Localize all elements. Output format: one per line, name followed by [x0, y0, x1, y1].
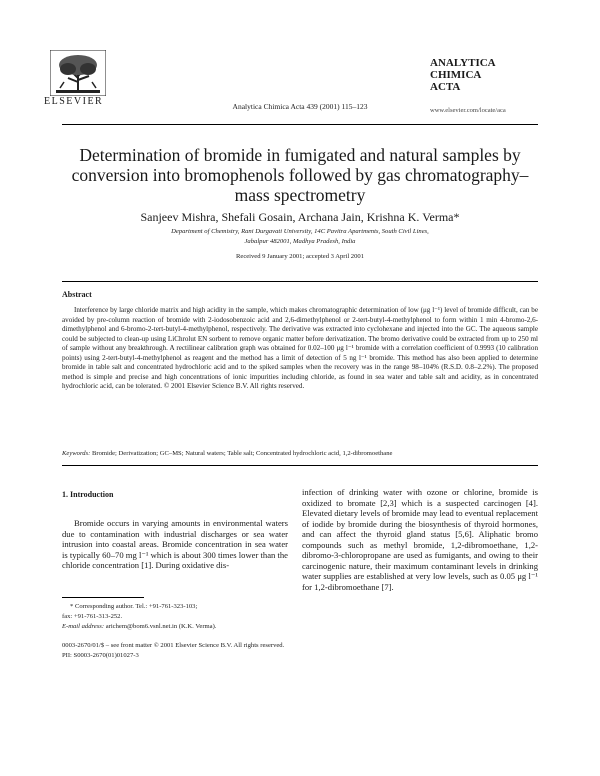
elsevier-tree-logo — [50, 50, 106, 96]
abstract-heading: Abstract — [62, 290, 92, 299]
journal-citation: Analytica Chimica Acta 439 (2001) 115–123 — [232, 102, 368, 111]
footnote-email-line — [62, 622, 288, 632]
section-heading-introduction: 1. Introduction — [62, 490, 114, 499]
copyright-line: 0003-2670/01/$ – see front matter © 2001 Elsevier Science B.V. All rights reserved. — [62, 642, 285, 649]
masthead-line-1: ANALYTICA — [430, 57, 496, 69]
header-rule — [62, 124, 538, 125]
footnote-rule — [62, 597, 144, 598]
journal-url[interactable]: www.elsevier.com/locate/aca — [430, 107, 506, 114]
footnotes — [62, 602, 288, 633]
article-title: Determination of bromide in fumigated and natural samples by conversion into bromophenols followed by gas chromatography–mass spectrometry — [71, 145, 529, 205]
email-address[interactable]: arichem@bom6.vsnl.net.in (K.K. Verma). — [105, 623, 217, 631]
pii-line: PII: S0003-2670(01)01027-3 — [62, 652, 139, 660]
keywords-list: Bromide; Derivatization; GC–MS; Natural waters; Table salt; Concentrated hydrochloric acid, 1,2-dibromoethane — [91, 450, 393, 457]
abstract-text: Interference by large chloride matrix and high acidity in the sample, which makes chromatographic determination of low (μg l⁻¹) level of bromide difficult, can be avoided by pre-column reaction of bromide with 2-iodosobenzoic acid and 2,6-dimethylphenol or 2-tert-butyl-4-methylphenol to form within 1 min 4-bromo-2,6-dimethylphenol and 6-bromo-2-tert-butyl-4-methylphenol, respectively. The derivative was extracted into cyclohexane and injected into the GC. The aqueous sample could be subjected to clean-up using LiChrolut EN sorbent to remove organic matter before derivatization. The bromo derivative could be extracted from up to 250 ml of sample without any breakthrough. A rectilinear calibration graph was obtained for 0.02–100 μg l⁻¹ bromide with a correlation coefficient of 0.9993 (10 calibration points) using 2-tert-butyl-4-methylphenol as reagent and the method has a limit of detection of 5 ng l⁻¹ bromide. This method has also been applied to determine bromide in table salt and concentrated hydrochloric acid and to the spiked samples when the recovery was in the range 98–104% (R.S.D. 0.8–2.2%). The proposed method is simple and precise and high concentrations of ionic impurities including chloride, as found in sea water and table salt and acidity, as in concentrated hydrochloric acid, can be tolerated. © 2001 Elsevier Science B.V. All rights reserved. — [62, 306, 538, 390]
abstract-top-rule — [62, 281, 538, 282]
publisher-name: ELSEVIER — [44, 96, 104, 107]
abstract-bottom-rule — [62, 465, 538, 466]
author-affiliation — [100, 227, 500, 246]
article-authors: Sanjeev Mishra, Shefali Gosain, Archana Jain, Krishna K. Verma* — [140, 210, 460, 224]
email-label: E-mail address: — [62, 623, 105, 631]
page-footer — [62, 641, 538, 661]
masthead-line-3: ACTA — [430, 81, 461, 93]
footnote-fax: fax: +91-761-313-252. — [62, 613, 123, 621]
affiliation-line-1: Department of Chemistry, Rani Durgavati University, 14C Pavitra Apartments, South Civil Lines, — [171, 228, 429, 235]
affiliation-line-2: Jabalpur 482001, Madhya Pradesh, India — [244, 237, 356, 245]
received-dates: Received 9 January 2001; accepted 3 April 2001 — [236, 253, 364, 260]
journal-masthead — [430, 57, 550, 93]
intro-right-column: infection of drinking water with ozone or chlorine, bromide is oxidized to bromate [2,3] which is a suspected carcinogen [4]. Elevated dietary levels of bromide may lead to eventual replacement of iodide by bromide during the biosynthesis of thyroid hormones, and can affect the thyroid gland status [5,6]. Aliphatic bromo compounds such as methyl bromide, 1,2-dibromoethane, 1,2-dibromo-3-chloropropane are used as fumigants, and owing to their carcinogenic nature, their maximum contaminant levels in drinking water supplies are established at very low levels, such as 0.05 μg l⁻¹ for 1,2-dibromoethane [7]. — [302, 487, 538, 592]
footnote-corresponding: * Corresponding author. Tel.: +91-761-323-103; — [70, 603, 198, 610]
intro-left-column: Bromide occurs in varying amounts in environmental waters due to contamination with industrial discharges or sea water intrusion into coastal areas. Bromide concentration in sea water is typically 60–70 mg l⁻¹ which is about 300 times lower than the chloride concentration [1]. During oxidative dis- — [62, 518, 288, 570]
keywords — [62, 450, 538, 457]
keywords-label: Keywords: — [62, 450, 91, 457]
masthead-line-2: CHIMICA — [430, 69, 482, 81]
